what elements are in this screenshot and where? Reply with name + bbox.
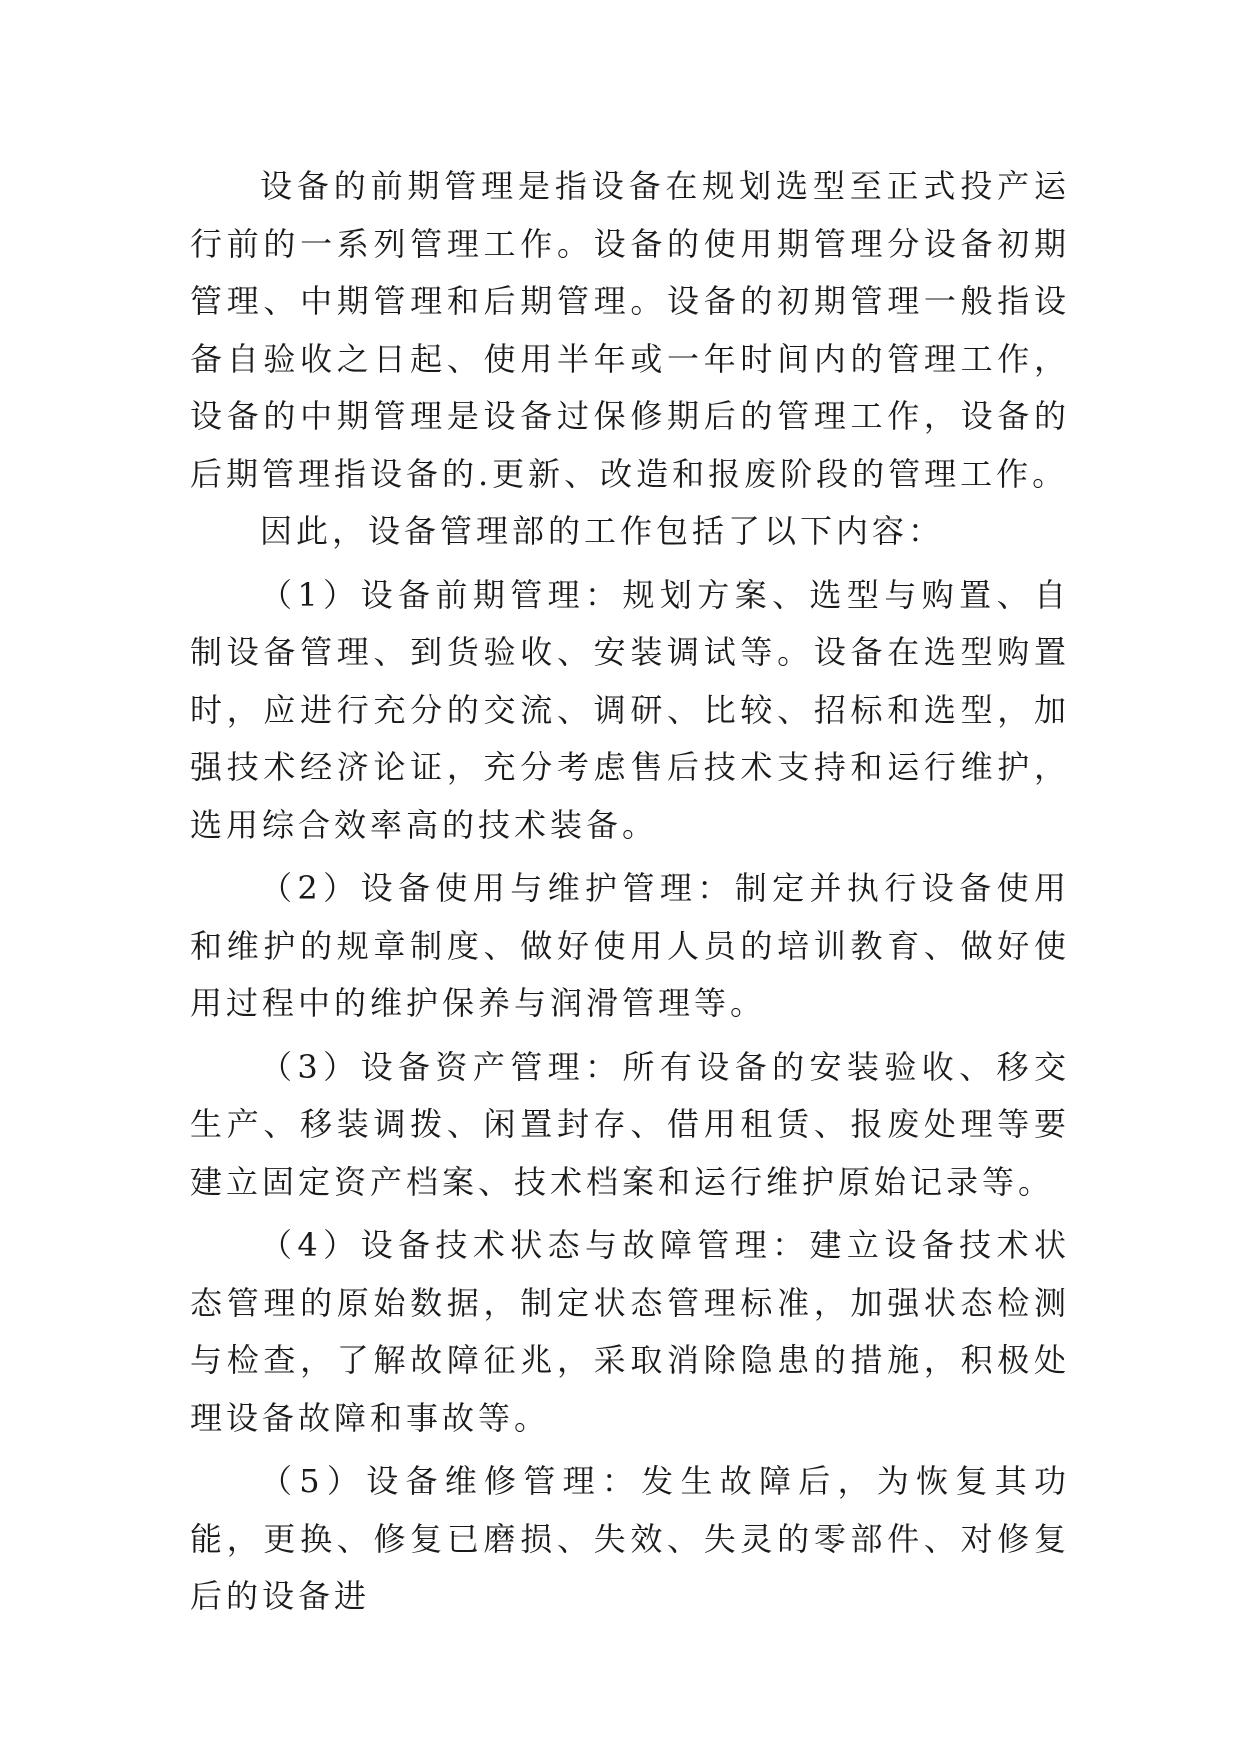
paragraph-item-5-repair-management: （5）设备维修管理：发生故障后，为恢复其功能，更换、修复已磨损、失效、失灵的零部件、对修复后的设备进 xyxy=(190,1462,1070,1615)
paragraph-item-1-early-management: （1）设备前期管理：规划方案、选型与购置、自制设备管理、到货验收、安装调试等。设备在选型购置时，应进行充分的交流、调研、比较、招标和选型，加强技术经济论证，充分考虑售后技术支持和运行维护，选用综合效率高的技术装备。 xyxy=(190,575,1070,844)
paragraph-equipment-lifecycle: 设备的前期管理是指设备在规划选型至正式投产运行前的一系列管理工作。设备的使用期管理分设备初期管理、中期管理和后期管理。设备的初期管理一般指设备自验收之日起、使用半年或一年时间内的管理工作，设备的中期管理是设备过保修期后的管理工作，设备的后期管理指设备的.更新、改造和报废阶段的管理工作。 xyxy=(190,167,1070,493)
paragraph-item-2-use-maintenance: （2）设备使用与维护管理：制定并执行设备使用和维护的规章制度、做好使用人员的培训教育、做好使用过程中的维护保养与润滑管理等。 xyxy=(190,869,1070,1022)
paragraph-item-3-asset-management: （3）设备资产管理：所有设备的安装验收、移交生产、移装调拨、闲置封存、借用租赁、报废处理等要建立固定资产档案、技术档案和运行维护原始记录等。 xyxy=(190,1047,1070,1201)
paragraph-department-duties-intro: 因此，设备管理部的工作包括了以下内容： xyxy=(260,512,945,550)
document-body xyxy=(190,158,1070,1626)
paragraph-item-4-technical-state-fault: （4）设备技术状态与故障管理：建立设备技术状态管理的原始数据，制定状态管理标准，加强状态检测与检查，了解故障征兆，采取消除隐患的措施，积极处理设备故障和事故等。 xyxy=(190,1226,1070,1437)
